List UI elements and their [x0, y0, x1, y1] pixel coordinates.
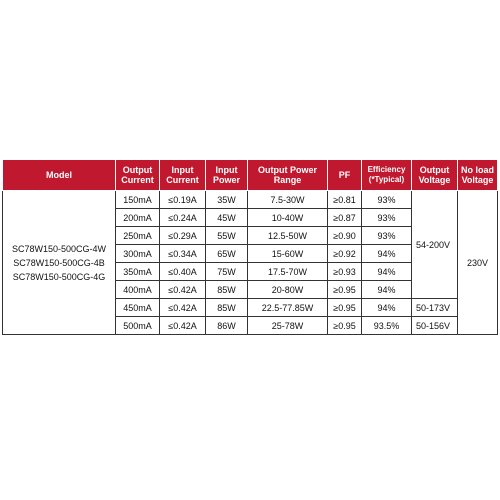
cell-pf: ≥0.95 — [328, 299, 362, 317]
cell-input-current: ≤0.29A — [160, 227, 206, 245]
cell-input-current: ≤0.42A — [160, 281, 206, 299]
cell-output-power-range: 7.5-30W — [248, 191, 328, 209]
cell-input-power: 75W — [206, 263, 248, 281]
cell-efficiency: 94% — [362, 263, 412, 281]
spec-table — [2, 159, 498, 335]
cell-input-power: 45W — [206, 209, 248, 227]
cell-output-voltage: 54-200V — [412, 191, 458, 299]
cell-output-power-range: 17.5-70W — [248, 263, 328, 281]
table-row — [3, 191, 498, 209]
cell-output-current: 350mA — [116, 263, 160, 281]
cell-pf: ≥0.87 — [328, 209, 362, 227]
cell-output-current: 400mA — [116, 281, 160, 299]
model-name: SC78W150-500CG-4G — [12, 271, 106, 282]
cell-input-current: ≤0.24A — [160, 209, 206, 227]
cell-pf: ≥0.93 — [328, 263, 362, 281]
model-cell — [3, 191, 116, 335]
cell-input-current: ≤0.40A — [160, 263, 206, 281]
cell-output-power-range: 22.5-77.85W — [248, 299, 328, 317]
cell-output-current: 300mA — [116, 245, 160, 263]
cell-input-current: ≤0.34A — [160, 245, 206, 263]
header-model: Model — [3, 160, 116, 191]
cell-output-current: 250mA — [116, 227, 160, 245]
cell-efficiency: 94% — [362, 245, 412, 263]
header-input-current: Input Current — [160, 160, 206, 191]
cell-output-voltage: 50-173V — [412, 299, 458, 317]
cell-efficiency: 93.5% — [362, 317, 412, 335]
cell-output-power-range: 25-78W — [248, 317, 328, 335]
model-name: SC78W150-500CG-4W — [11, 243, 107, 254]
header-output-voltage: Output Voltage — [412, 160, 458, 191]
cell-input-power: 85W — [206, 281, 248, 299]
cell-efficiency: 94% — [362, 281, 412, 299]
cell-output-power-range: 15-60W — [248, 245, 328, 263]
header-input-power: Input Power — [206, 160, 248, 191]
header-output-current: Output Current — [116, 160, 160, 191]
cell-output-voltage: 50-156V — [412, 317, 458, 335]
cell-pf: ≥0.95 — [328, 317, 362, 335]
cell-input-power: 65W — [206, 245, 248, 263]
cell-no-load-voltage: 230V — [458, 191, 498, 335]
cell-output-power-range: 20-80W — [248, 281, 328, 299]
cell-input-power: 35W — [206, 191, 248, 209]
cell-pf: ≥0.90 — [328, 227, 362, 245]
cell-efficiency: 94% — [362, 299, 412, 317]
header-pf: PF — [328, 160, 362, 191]
cell-pf: ≥0.81 — [328, 191, 362, 209]
header-output-power-range: Output Power Range — [248, 160, 328, 191]
cell-efficiency: 93% — [362, 191, 412, 209]
cell-output-power-range: 10-40W — [248, 209, 328, 227]
cell-efficiency: 93% — [362, 227, 412, 245]
cell-input-current: ≤0.42A — [160, 299, 206, 317]
header-efficiency: Efficiency (*Typical) — [362, 160, 412, 191]
cell-pf: ≥0.92 — [328, 245, 362, 263]
cell-input-current: ≤0.19A — [160, 191, 206, 209]
header-row — [3, 160, 498, 191]
cell-input-power: 86W — [206, 317, 248, 335]
cell-output-current: 150mA — [116, 191, 160, 209]
cell-efficiency: 93% — [362, 209, 412, 227]
header-no-load-voltage: No load Voltage — [458, 160, 498, 191]
cell-output-current: 200mA — [116, 209, 160, 227]
cell-input-power: 85W — [206, 299, 248, 317]
cell-input-current: ≤0.42A — [160, 317, 206, 335]
cell-input-power: 55W — [206, 227, 248, 245]
cell-output-power-range: 12.5-50W — [248, 227, 328, 245]
cell-pf: ≥0.95 — [328, 281, 362, 299]
model-name: SC78W150-500CG-4B — [13, 257, 105, 268]
cell-output-current: 500mA — [116, 317, 160, 335]
cell-output-current: 450mA — [116, 299, 160, 317]
